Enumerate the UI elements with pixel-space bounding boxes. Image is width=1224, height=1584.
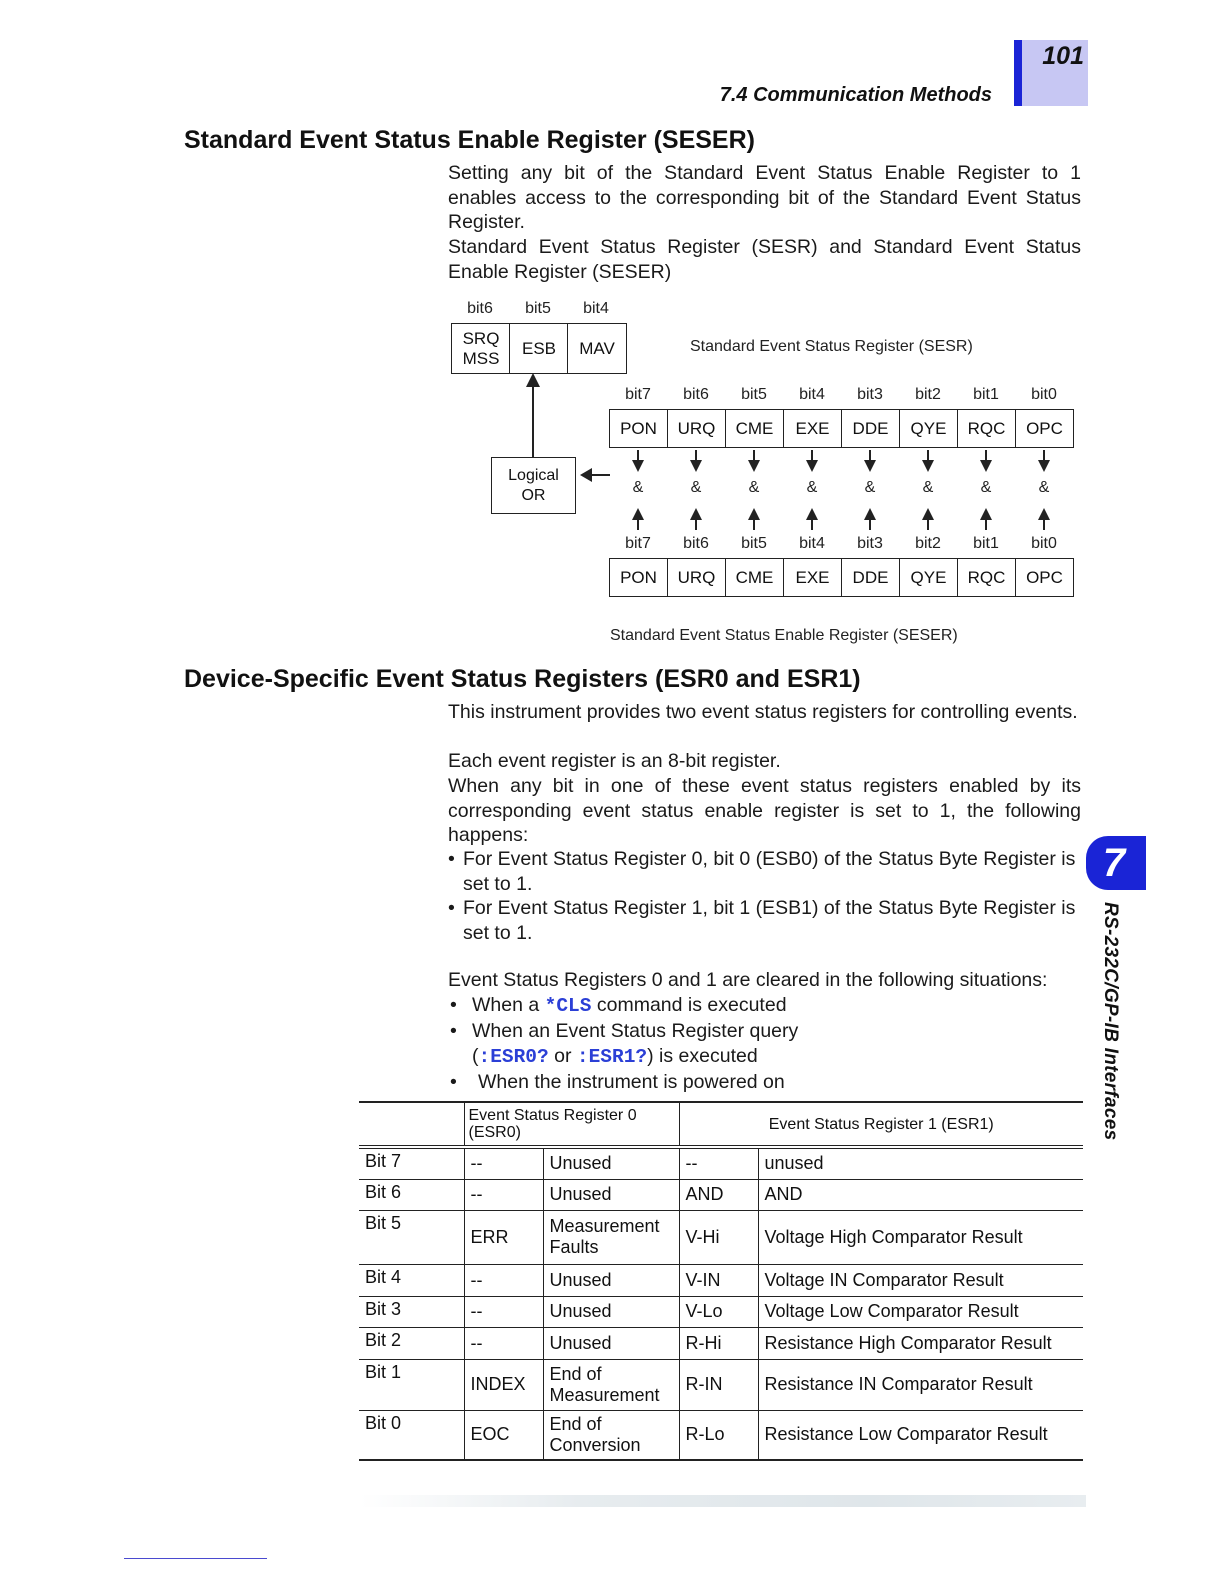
esr0-code-cell: --: [464, 1147, 543, 1179]
list-item: [448, 847, 1084, 896]
sesr-bit-label: bit1: [973, 386, 999, 403]
and-symbol: &: [748, 479, 760, 496]
esr1-code-cell: R-Lo: [679, 1410, 758, 1460]
esr0-code-cell: --: [464, 1179, 543, 1210]
seser-bit-label: bit7: [625, 535, 651, 552]
arrow-down-icon: [632, 450, 644, 472]
and-symbol: &: [980, 479, 992, 496]
sesr-register-cell: OPC: [1015, 409, 1074, 448]
bit-cell: Bit 1: [359, 1359, 464, 1410]
arrow-down-icon: [748, 450, 760, 472]
sesr-bit-label: bit5: [741, 386, 767, 403]
command-code: *CLS: [544, 995, 592, 1017]
stb-cell-srq-mss: SRQ MSS: [451, 323, 511, 374]
arrow-down-icon: [864, 450, 876, 472]
arrow-up-icon: [690, 508, 702, 530]
bullet-icon: •: [450, 994, 457, 1016]
bit-cell: Bit 6: [359, 1179, 464, 1210]
page-number-accent-bar: [1014, 40, 1022, 106]
esr1-code-cell: --: [679, 1147, 758, 1179]
bullet-text: When the instrument is powered on: [478, 1071, 785, 1093]
seser-bit-label: bit6: [683, 535, 709, 552]
arrow-up-icon: [980, 508, 992, 530]
logical-or-box: Logical OR: [491, 457, 576, 514]
stb-bit-label: bit5: [525, 300, 551, 317]
table-row: [359, 1179, 1083, 1210]
esr-set-bullets: [448, 847, 1084, 945]
arrow-up-icon: [864, 508, 876, 530]
esr1-desc-cell: Resistance High Comparator Result: [758, 1327, 1083, 1359]
seser-bit-label: bit1: [973, 535, 999, 552]
esr-paragraph-2: Each event register is an 8-bit register.: [448, 750, 781, 772]
page-number: 101: [1042, 42, 1084, 70]
sesr-bit-label: bit6: [683, 386, 709, 403]
esr1-desc-cell: Voltage IN Comparator Result: [758, 1264, 1083, 1296]
esr0-desc-cell: End of Conversion: [543, 1410, 679, 1460]
seser-register-cell: EXE: [783, 558, 842, 597]
esr1-code-cell: V-Hi: [679, 1210, 758, 1264]
list-item: [448, 1070, 1088, 1095]
command-code: :ESR0?: [478, 1046, 549, 1068]
bit-cell: Bit 0: [359, 1410, 464, 1460]
bullet-text: ) is executed: [647, 1045, 758, 1067]
bullet-icon: •: [450, 1020, 457, 1042]
table-row: [359, 1296, 1083, 1327]
bullet-text: When a: [472, 994, 545, 1016]
arrow-up-icon: [806, 508, 818, 530]
esr-cleared-intro: Event Status Registers 0 and 1 are cleared in the following situations:: [448, 969, 1048, 991]
list-item: [448, 993, 1088, 1019]
bit-cell: Bit 4: [359, 1264, 464, 1296]
arrow-up-icon: [922, 508, 934, 530]
footer-rule: [124, 1558, 267, 1559]
esr1-desc-cell: Voltage High Comparator Result: [758, 1210, 1083, 1264]
sesr-register-cell: URQ: [667, 409, 726, 448]
stb-cell-esb: ESB: [509, 323, 569, 374]
bullet-text: For Event Status Register 1, bit 1 (ESB1) of the Status Byte Register is set to 1.: [463, 897, 1076, 944]
seser-bit-label: bit3: [857, 535, 883, 552]
esr0-desc-cell: Unused: [543, 1179, 679, 1210]
footer-band: [360, 1495, 1086, 1507]
seser-register-cell: URQ: [667, 558, 726, 597]
seser-register-cell: PON: [609, 558, 668, 597]
esr0-desc-cell: Unused: [543, 1296, 679, 1327]
esr0-code-cell: --: [464, 1264, 543, 1296]
seser-paragraph-2: Standard Event Status Register (SESR) and Standard Event Status Enable Register (SESER): [448, 236, 1081, 283]
table-row: [359, 1359, 1083, 1410]
esr1-desc-cell: AND: [758, 1179, 1083, 1210]
arrow-down-icon: [1038, 450, 1050, 472]
sesr-bit-label: bit3: [857, 386, 883, 403]
seser-register-cell: QYE: [899, 558, 958, 597]
stb-bit-label: bit4: [583, 300, 609, 317]
and-symbol: &: [806, 479, 818, 496]
seser-bit-label: bit4: [799, 535, 825, 552]
table-row: [359, 1264, 1083, 1296]
table-row: [359, 1327, 1083, 1359]
bit-cell: Bit 3: [359, 1296, 464, 1327]
seser-label: Standard Event Status Enable Register (SESER): [610, 627, 958, 644]
esr1-desc-cell: Resistance IN Comparator Result: [758, 1359, 1083, 1410]
sesr-register-cell: QYE: [899, 409, 958, 448]
command-code: :ESR1?: [576, 1046, 648, 1068]
esr0-desc-cell: Unused: [543, 1327, 679, 1359]
seser-bit-label: bit0: [1031, 535, 1057, 552]
arrow-down-icon: [980, 450, 992, 472]
esr0-desc-cell: End of Measurement: [543, 1359, 679, 1410]
chapter-number: 7: [1102, 841, 1126, 885]
esr1-code-cell: V-Lo: [679, 1296, 758, 1327]
sesr-register-cell: RQC: [957, 409, 1016, 448]
esr0-desc-cell: Unused: [543, 1147, 679, 1179]
bullet-icon: •: [450, 1071, 457, 1093]
table-header-esr1: Event Status Register 1 (ESR1): [679, 1102, 1083, 1147]
esr-heading: Device-Specific Event Status Registers (ESR0 and ESR1): [184, 665, 861, 693]
sesr-register-cell: PON: [609, 409, 668, 448]
sesr-bit-label: bit2: [915, 386, 941, 403]
arrow-down-icon: [690, 450, 702, 472]
esr-paragraph-1: This instrument provides two event status registers for controlling events.: [448, 701, 1078, 723]
and-symbol: &: [690, 479, 702, 496]
bullet-text: command is executed: [591, 994, 787, 1016]
arrow-left-icon: [580, 468, 610, 482]
esr-cleared-bullets: [448, 993, 1088, 1095]
bit-cell: Bit 5: [359, 1210, 464, 1264]
and-symbol: &: [632, 479, 644, 496]
bullet-icon: •: [448, 848, 455, 870]
esr0-code-cell: --: [464, 1327, 543, 1359]
esr1-code-cell: R-Hi: [679, 1327, 758, 1359]
table-header-blank: [359, 1102, 464, 1147]
arrow-up-icon: [632, 508, 644, 530]
sesr-bit-label: bit0: [1031, 386, 1057, 403]
seser-bit-label: bit5: [741, 535, 767, 552]
esr1-desc-cell: Resistance Low Comparator Result: [758, 1410, 1083, 1460]
list-item: [448, 1019, 1088, 1070]
arrow-down-icon: [806, 450, 818, 472]
sesr-register-cell: CME: [725, 409, 784, 448]
bit-cell: Bit 7: [359, 1147, 464, 1179]
sesr-register-cell: DDE: [841, 409, 900, 448]
esr1-code-cell: V-IN: [679, 1264, 758, 1296]
seser-bit-label: bit2: [915, 535, 941, 552]
chapter-side-title: RS-232C/GP-IB Interfaces: [1100, 902, 1121, 1141]
sesr-label: Standard Event Status Register (SESR): [690, 338, 973, 355]
esr0-desc-cell: Measurement Faults: [543, 1210, 679, 1264]
table-header-row: [359, 1102, 1083, 1147]
bit-cell: Bit 2: [359, 1327, 464, 1359]
table-row: [359, 1210, 1083, 1264]
seser-register-cell: DDE: [841, 558, 900, 597]
seser-heading: Standard Event Status Enable Register (SESER): [184, 126, 755, 154]
esr1-code-cell: R-IN: [679, 1359, 758, 1410]
and-symbol: &: [922, 479, 934, 496]
arrow-up-icon: [526, 373, 540, 387]
esr1-desc-cell: unused: [758, 1147, 1083, 1179]
and-symbol: &: [864, 479, 876, 496]
esr0-code-cell: ERR: [464, 1210, 543, 1264]
table-row: [359, 1410, 1083, 1460]
sesr-bit-label: bit4: [799, 386, 825, 403]
seser-register-cell: RQC: [957, 558, 1016, 597]
arrow-up-icon: [748, 508, 760, 530]
bullet-text: or: [548, 1045, 577, 1067]
table-row: [359, 1147, 1083, 1179]
bullet-icon: •: [448, 897, 455, 919]
sesr-bit-label: bit7: [625, 386, 651, 403]
bullet-text: For Event Status Register 0, bit 0 (ESB0) of the Status Byte Register is set to 1.: [463, 848, 1076, 895]
and-symbol: &: [1038, 479, 1050, 496]
esr-bit-table: [359, 1101, 1083, 1461]
arrow-down-icon: [922, 450, 934, 472]
arrow-up-icon: [1038, 508, 1050, 530]
bullet-text: (: [472, 1045, 479, 1067]
seser-register-cell: OPC: [1015, 558, 1074, 597]
seser-paragraph-1: Setting any bit of the Standard Event Status Enable Register to 1 enables access to the corresponding bit of the Standard Event Status Register.: [448, 162, 1081, 233]
running-header-section: 7.4 Communication Methods: [719, 84, 992, 106]
table-header-esr0: Event Status Register 0 (ESR0): [464, 1102, 679, 1147]
esr1-desc-cell: Voltage Low Comparator Result: [758, 1296, 1083, 1327]
esr0-desc-cell: Unused: [543, 1264, 679, 1296]
esr0-code-cell: INDEX: [464, 1359, 543, 1410]
esr1-code-cell: AND: [679, 1179, 758, 1210]
esr-paragraph-3: When any bit in one of these event status registers enabled by its corresponding event status enable register is set to 1, the following happens:: [448, 775, 1081, 846]
seser-register-cell: CME: [725, 558, 784, 597]
stb-bit-label: bit6: [467, 300, 493, 317]
bullet-text: When an Event Status Register query: [472, 1020, 799, 1042]
sesr-register-cell: EXE: [783, 409, 842, 448]
esr0-code-cell: EOC: [464, 1410, 543, 1460]
or-to-esb-line: [532, 384, 534, 458]
list-item: [448, 896, 1084, 945]
esr0-code-cell: --: [464, 1296, 543, 1327]
stb-cell-mav: MAV: [567, 323, 627, 374]
